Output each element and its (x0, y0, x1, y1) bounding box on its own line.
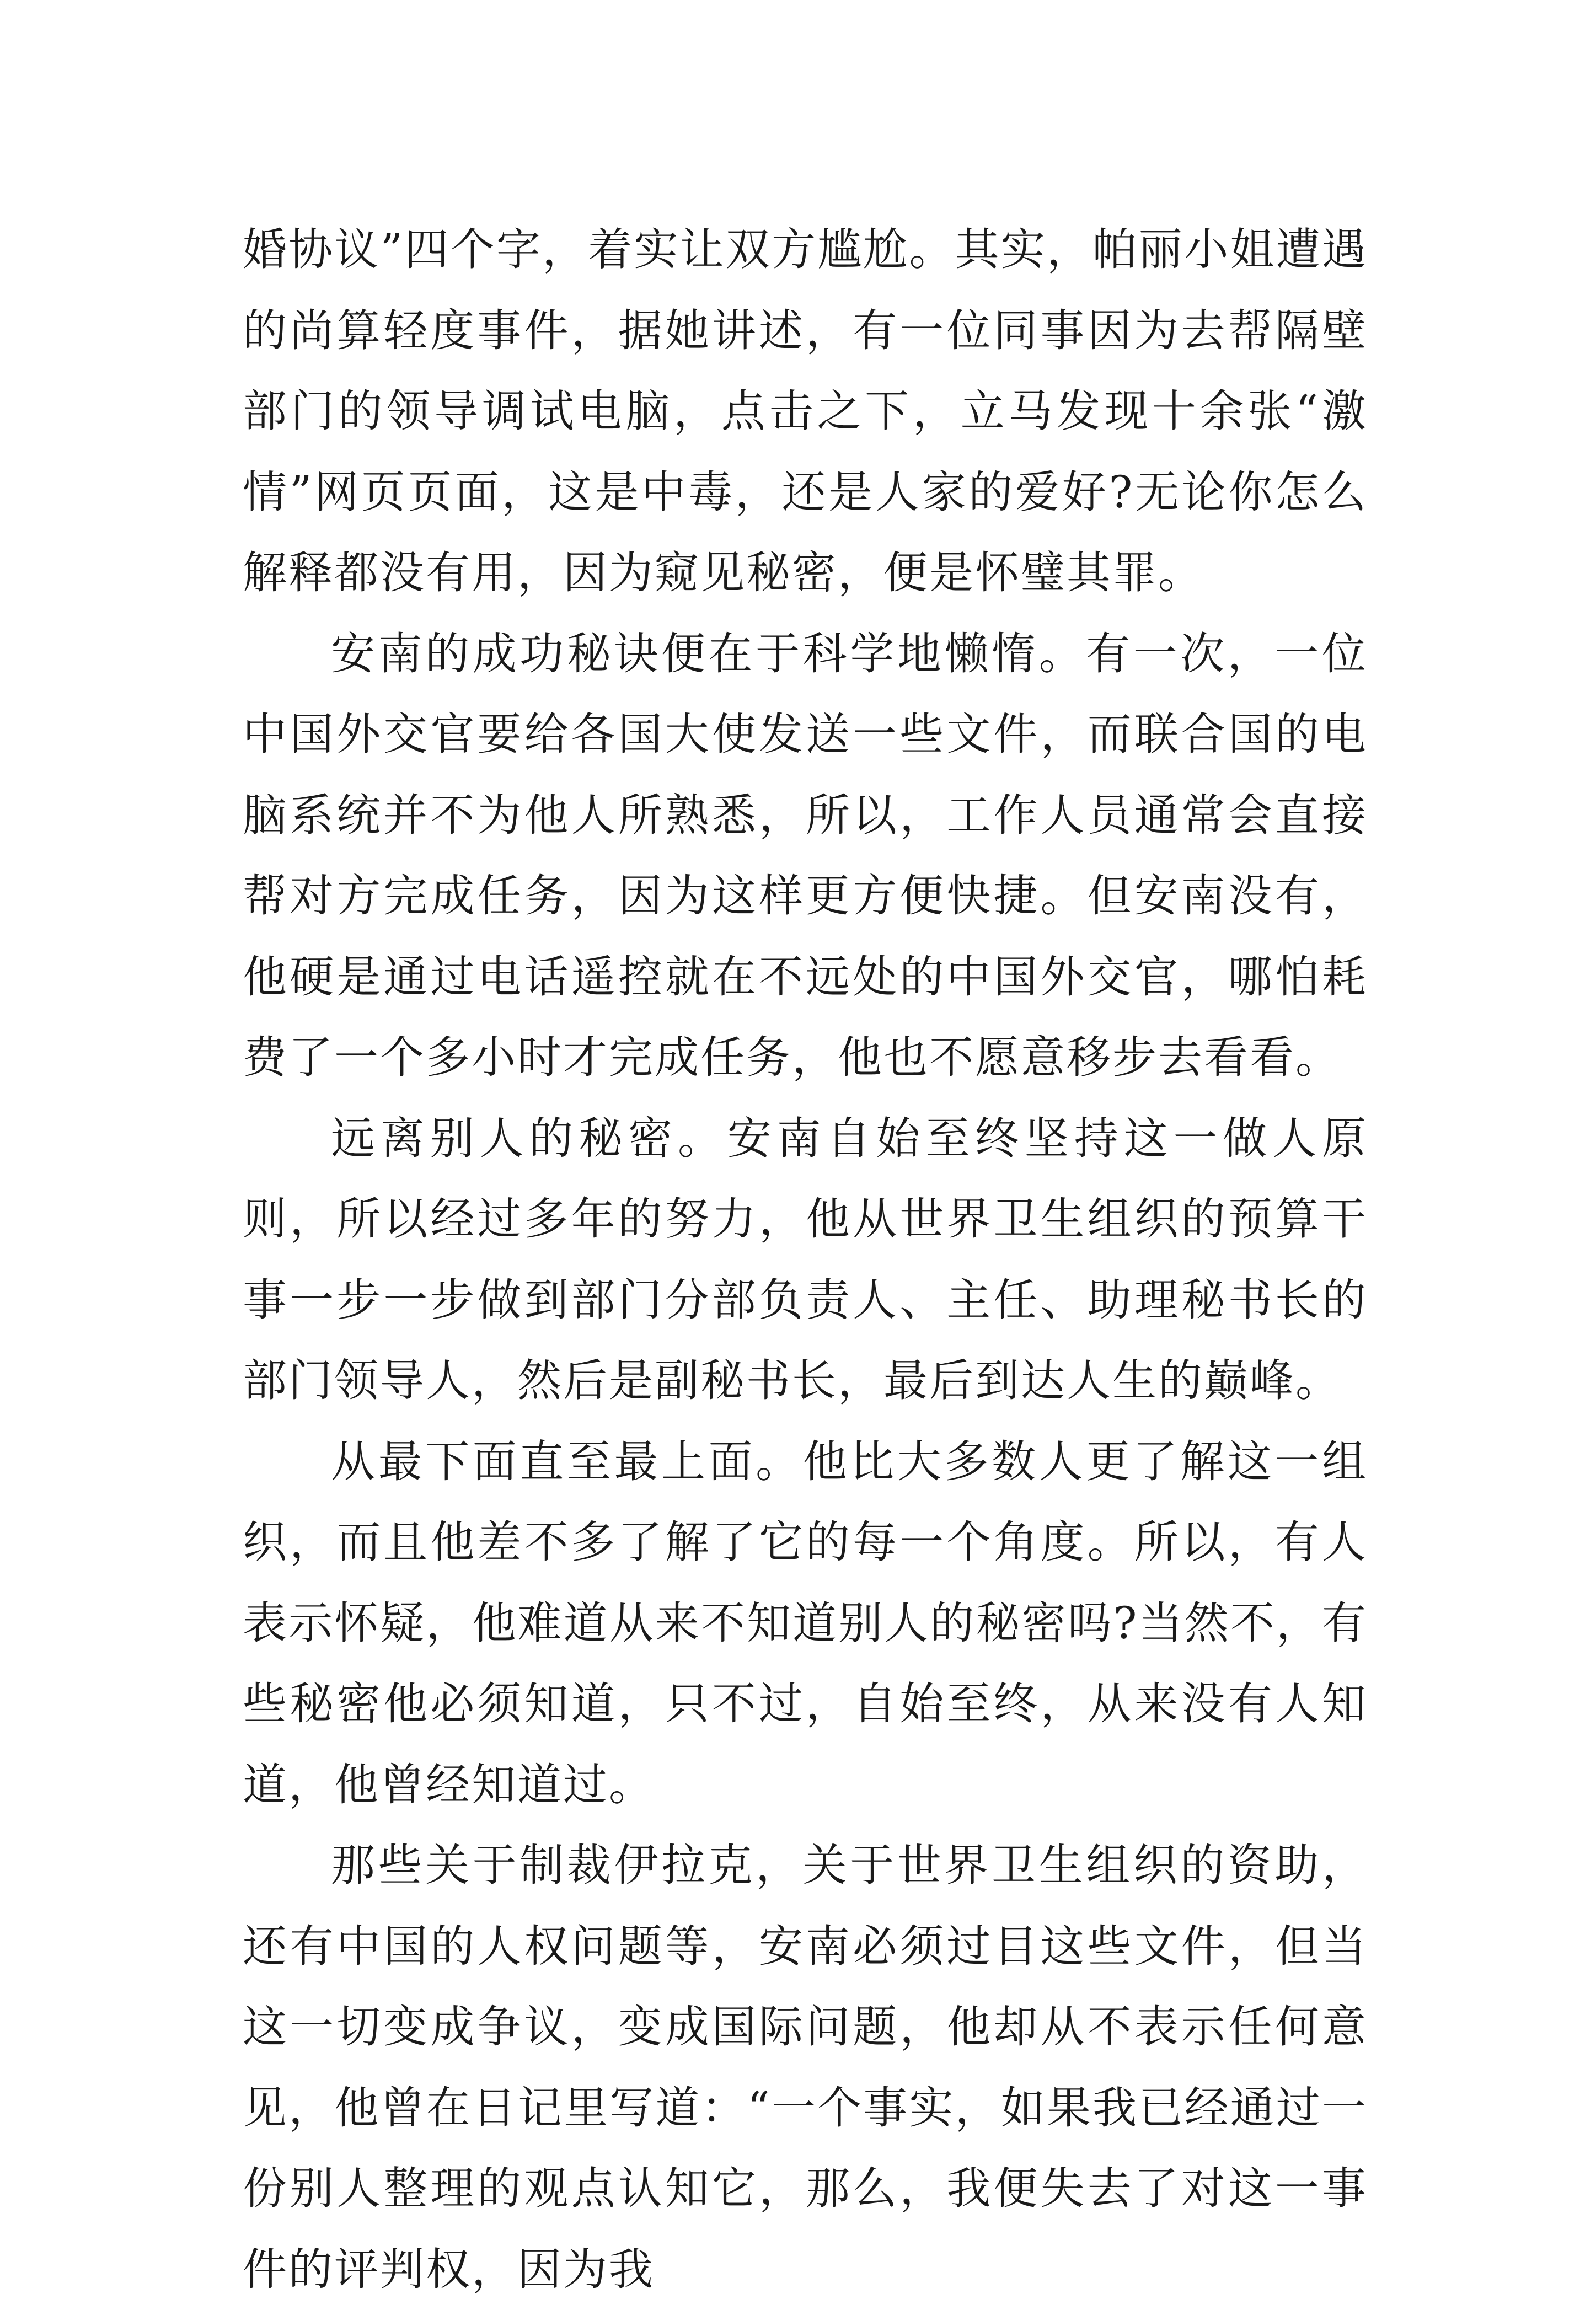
paragraph: 安南的成功秘诀便在于科学地懒惰。有一次，一位中国外交官要给各国大使发送一些文件，而联合国的电脑系统并不为他人所熟悉，所以，工作人员通常会直接帮对方完成任务，因为这样更方便快捷。但安南没有，他硬是通过电话遥控就在不远处的中国外交官，哪怕耗费了一个多小时才完成任务，他也不愿意移步去看看。 (243, 628, 1368, 1083)
body-text (243, 210, 1368, 2310)
paragraph: 从最下面直至最上面。他比大多数人更了解这一组织，而且他差不多了解了它的每一个角度。所以，有人表示怀疑，他难道从来不知道别人的秘密吗?当然不，有些秘密他必须知道，只不过，自始至终，从来没有人知道，他曾经知道过。 (243, 1435, 1368, 1810)
paragraph: 那些关于制裁伊拉克，关于世界卫生组织的资助，还有中国的人权问题等，安南必须过目这些文件，但当这一切变成争议，变成国际问题，他却从不表示任何意见，他曾在日记里写道：“一个事实，如果我已经通过一份别人整理的观点认知它，那么，我便失去了对这一事件的评判权，因为我 (243, 1840, 1368, 2295)
paragraph-continued: 婚协议”四个字，着实让双方尴尬。其实，帕丽小姐遭遇的尚算轻度事件，据她讲述，有一位同事因为去帮隔壁部门的领导调试电脑，点击之下，立马发现十余张“激情”网页页面，这是中毒，还是人家的爱好?无论你怎么解释都没有用，因为窥见秘密，便是怀璧其罪。 (243, 224, 1368, 598)
paragraph: 远离别人的秘密。安南自始至终坚持这一做人原则，所以经过多年的努力，他从世界卫生组织的预算干事一步一步做到部门分部负责人、主任、助理秘书长的部门领导人，然后是副秘书长，最后到达人生的巅峰。 (243, 1112, 1368, 1406)
